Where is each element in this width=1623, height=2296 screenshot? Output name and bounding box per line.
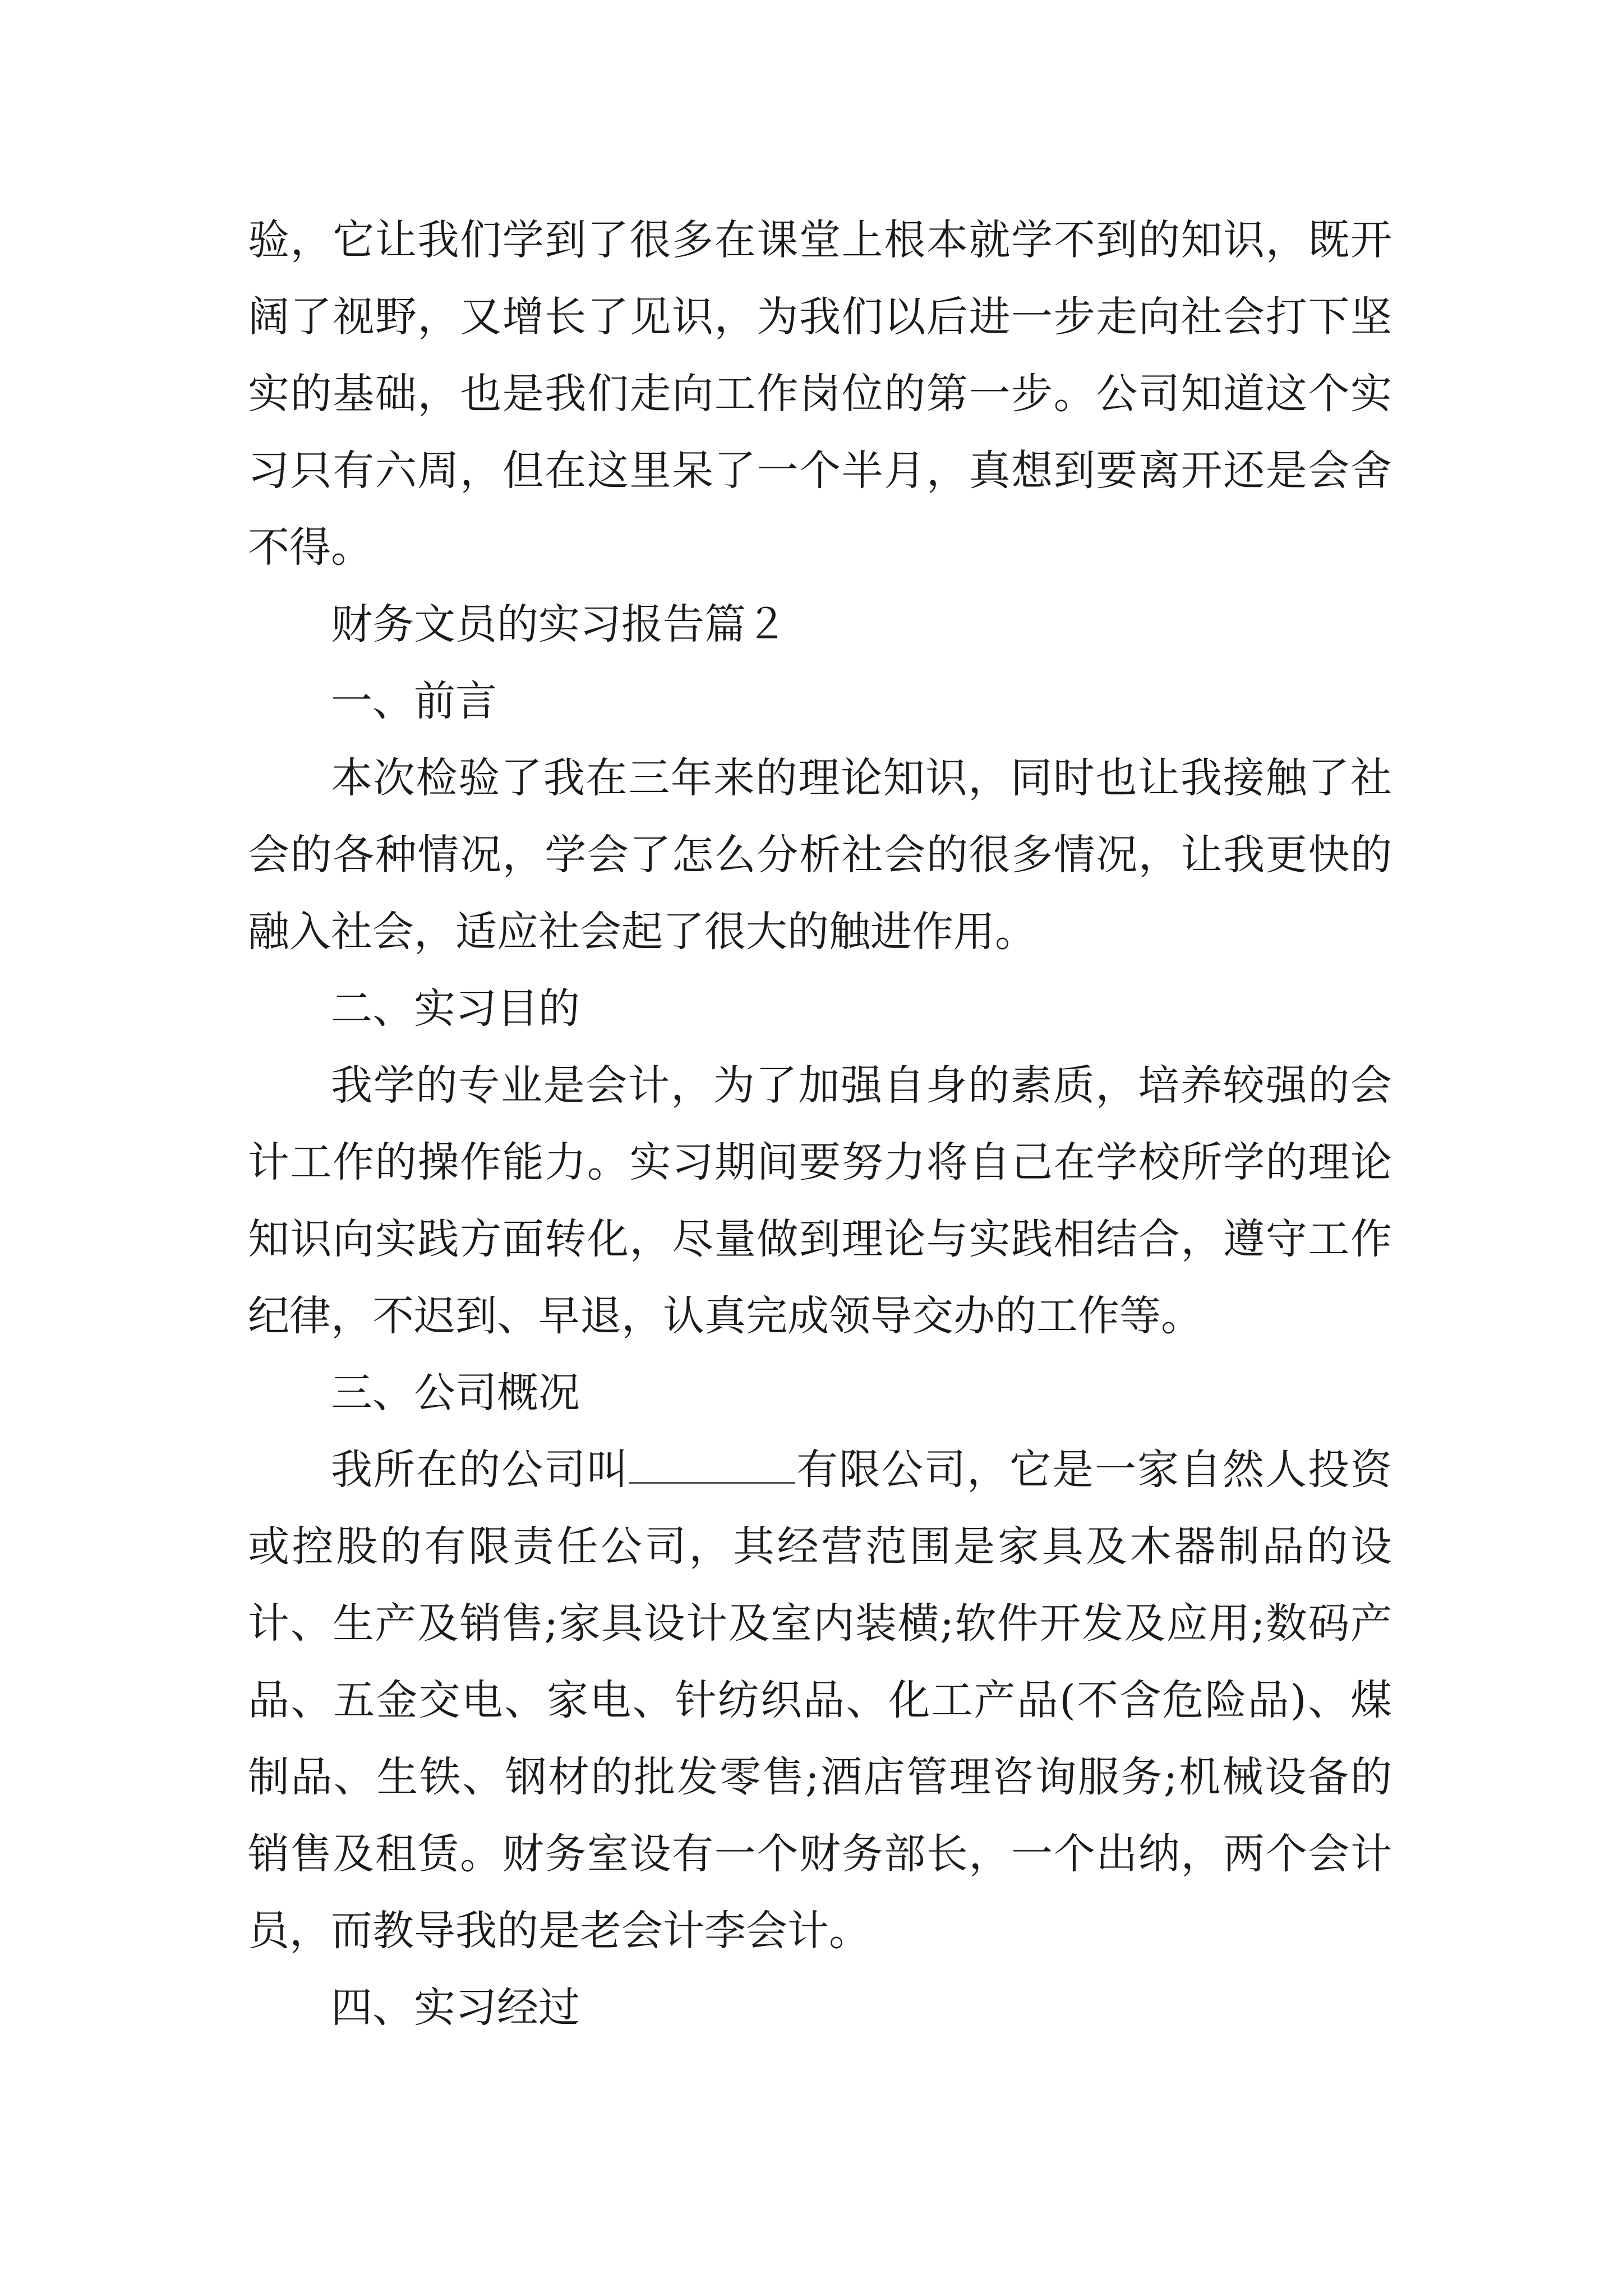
heading-internship-purpose: 二、实习目的 [331, 984, 580, 1033]
company-description-text: 有限公司，它是一家自然人投资或控股的有限责任公司，其经营范围是家具及木器制品的设计、生产及销售;家具设计及室内装横;软件开发及应用;数码产品、五金交电、家电、针纺织品、化工产品(不含危险品)、煤制品、生铁、钢材的批发零售;酒店管理咨询服务;机械设备的销售及租赁。财务室设有一个财务部长，一个出纳，两个会计员，而教导我的是老会计李会计。 [248, 1446, 1392, 1955]
heading-company-overview: 三、公司概况 [331, 1369, 580, 1417]
company-name-blank [629, 1448, 795, 1484]
heading-preface: 一、前言 [331, 677, 497, 725]
paragraph-continuation: 验，它让我们学到了很多在课堂上根本就学不到的知识，既开阔了视野，又增长了见识，为我们以后进一步走向社会打下坚实的基础，也是我们走向工作岗位的第一步。公司知道这个实习只有六周，但在这里呆了一个半月，真想到要离开还是会舍不得。 [248, 216, 1392, 572]
paragraph-internship-purpose: 我学的专业是会计，为了加强自身的素质，培养较强的会计工作的操作能力。实习期间要努力将自己在学校所学的理论知识向实践方面转化，尽量做到理论与实践相结合，遵守工作纪律，不迟到、早退，认真完成领导交办的工作等。 [248, 1061, 1392, 1340]
report-section-title: 财务文员的实习报告篇２ [331, 600, 787, 648]
paragraph-company-overview [248, 1432, 1392, 1970]
heading-internship-process: 四、实习经过 [331, 1984, 580, 2032]
company-intro-text: 我所在的公司叫 [331, 1446, 629, 1494]
paragraph-preface: 本次检验了我在三年来的理论知识，同时也让我接触了社会的各种情况，学会了怎么分析社会的很多情况，让我更快的融入社会，适应社会起了很大的触进作用。 [248, 754, 1392, 956]
document-body [248, 202, 1392, 2046]
